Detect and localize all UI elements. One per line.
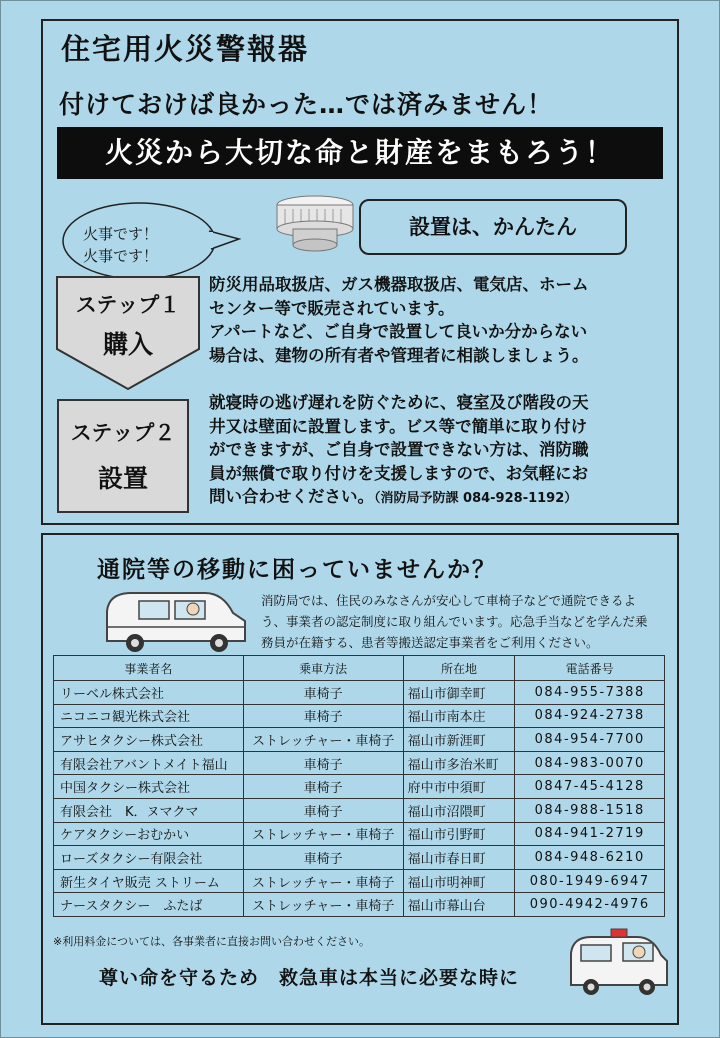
column-header: 電話番号 (515, 656, 665, 681)
boarding-method-cell: 車椅子 (243, 704, 403, 728)
column-header: 乗車方法 (243, 656, 403, 681)
step1-line: センター等で販売されています。 (209, 298, 455, 318)
operator-name-cell: ニコニコ観光株式会社 (54, 704, 244, 728)
operator-name-cell: 有限会社 K．ヌマクマ (54, 798, 244, 822)
step1-badge (55, 275, 201, 391)
location-cell: 福山市幕山台 (403, 893, 515, 917)
table-row (54, 798, 665, 822)
step2-line: ができますが、ご自身で設置できない方は、消防職 (209, 440, 589, 459)
step1-line: 場合は、建物の所有者や管理者に相談しましょう。 (209, 345, 589, 365)
bubble-line: 火事です！ (83, 247, 159, 265)
operator-name-cell: ローズタクシー有限会社 (54, 846, 244, 870)
phone-cell: 090-4942-4976 (515, 893, 665, 917)
location-cell: 福山市多治米町 (403, 751, 515, 775)
step2-line: 就寝時の逃げ遅れを防ぐために、寝室及び階段の天 (209, 393, 589, 412)
step1-line: 防災用品取扱店、ガス機器取扱店、電気店、ホーム (209, 275, 589, 294)
column-header: 事業者名 (54, 656, 244, 681)
step2-text (209, 391, 589, 511)
fee-note: ※利用料金については、各事業者に直接お問い合わせください。 (53, 935, 370, 948)
phone-cell: 084-983-0070 (515, 751, 665, 775)
speech-bubble (61, 201, 217, 281)
phone-cell: 0847-45-4128 (515, 775, 665, 799)
easy-install-label: 設置は、かんたん (359, 199, 627, 255)
location-cell: 福山市明神町 (403, 869, 515, 893)
phone-cell: 084-924-2738 (515, 704, 665, 728)
table-row (54, 681, 665, 705)
boarding-method-cell: 車椅子 (243, 798, 403, 822)
step1-text (209, 273, 589, 367)
table-row (54, 822, 665, 846)
boarding-method-cell: 車椅子 (243, 846, 403, 870)
operator-name-cell: 有限会社アバントメイト福山 (54, 751, 244, 775)
operator-name-cell: リーベル株式会社 (54, 681, 244, 705)
bubble-line: 火事です！ (83, 225, 159, 243)
table-row (54, 751, 665, 775)
location-cell: 福山市春日町 (403, 846, 515, 870)
table-row (54, 893, 665, 917)
transport-intro (261, 590, 648, 653)
table-header-row (54, 656, 665, 681)
table-row (54, 869, 665, 893)
intro-line: 務員が在籍する、患者等搬送認定事業者をご利用ください。 (261, 635, 599, 650)
phone-cell: 084-954-7700 (515, 728, 665, 752)
step2-last-line (209, 485, 589, 511)
step2-line: 問い合わせください。 (209, 487, 374, 506)
operator-name-cell: 新生タイヤ販売 ストリーム (54, 869, 244, 893)
intro-line: 消防局では、住民のみなさんが安心して車椅子などで通院できるよ (261, 593, 637, 608)
phone-cell: 084-948-6210 (515, 846, 665, 870)
location-cell: 福山市沼隈町 (403, 798, 515, 822)
step2-badge (57, 399, 189, 513)
boarding-method-cell: ストレッチャー・車椅子 (243, 893, 403, 917)
location-cell: 福山市御幸町 (403, 681, 515, 705)
phone-cell: 080-1949-6947 (515, 869, 665, 893)
section-subtitle: 付けておけば良かった…では済みません！ (59, 90, 554, 119)
location-cell: 府中市中須町 (403, 775, 515, 799)
transport-heading: 通院等の移動に困っていませんか？ (97, 557, 497, 583)
boarding-method-cell: ストレッチャー・車椅子 (243, 728, 403, 752)
transport-section (41, 533, 679, 1025)
phone-cell: 084-941-2719 (515, 822, 665, 846)
step1-label: ステップ１ (75, 293, 181, 317)
table-body (54, 681, 665, 917)
step1-line: アパートなど、ご自身で設置して良いか分からない (209, 322, 588, 341)
section-title: 住宅用火災警報器 (61, 32, 310, 66)
intro-line: う、事業者の認定制度に取り組んでいます。応急手当などを学んだ乗 (261, 614, 648, 629)
fire-alarm-section (41, 19, 679, 525)
phone-cell: 084-955-7388 (515, 681, 665, 705)
table-row (54, 728, 665, 752)
operator-name-cell: ケアタクシーおむかい (54, 822, 244, 846)
operator-name-cell: アサヒタクシー株式会社 (54, 728, 244, 752)
location-cell: 福山市南本庄 (403, 704, 515, 728)
table-row (54, 775, 665, 799)
boarding-method-cell: 車椅子 (243, 775, 403, 799)
step2-line: 井又は壁面に設置します。ビス等で簡単に取り付け (209, 416, 588, 436)
boarding-method-cell: 車椅子 (243, 751, 403, 775)
step1-title: 購入 (102, 330, 153, 359)
contact-info: （消防局予防課 084-928-1192） (374, 491, 578, 506)
bubble-text (83, 223, 158, 267)
ambulance-icon (567, 927, 671, 1003)
boarding-method-cell: ストレッチャー・車椅子 (243, 869, 403, 893)
operator-name-cell: ナースタクシー ふたば (54, 893, 244, 917)
location-cell: 福山市新涯町 (403, 728, 515, 752)
phone-cell: 084-988-1518 (515, 798, 665, 822)
van-icon (101, 587, 251, 659)
step2-label: ステップ２ (70, 421, 176, 445)
boarding-method-cell: ストレッチャー・車椅子 (243, 822, 403, 846)
ambulance-slogan: 尊い命を守るため 救急車は本当に必要な時に (99, 967, 520, 989)
table-row (54, 846, 665, 870)
step2-title: 設置 (97, 464, 148, 493)
operators-table (53, 655, 665, 917)
column-header: 所在地 (403, 656, 515, 681)
boarding-method-cell: 車椅子 (243, 681, 403, 705)
step2-line: 員が無償で取り付けを支援しますので、お気軽にお (209, 463, 589, 483)
location-cell: 福山市引野町 (403, 822, 515, 846)
table-row (54, 704, 665, 728)
operator-name-cell: 中国タクシー株式会社 (54, 775, 244, 799)
slogan-banner: 火災から大切な命と財産をまもろう！ (57, 127, 663, 179)
